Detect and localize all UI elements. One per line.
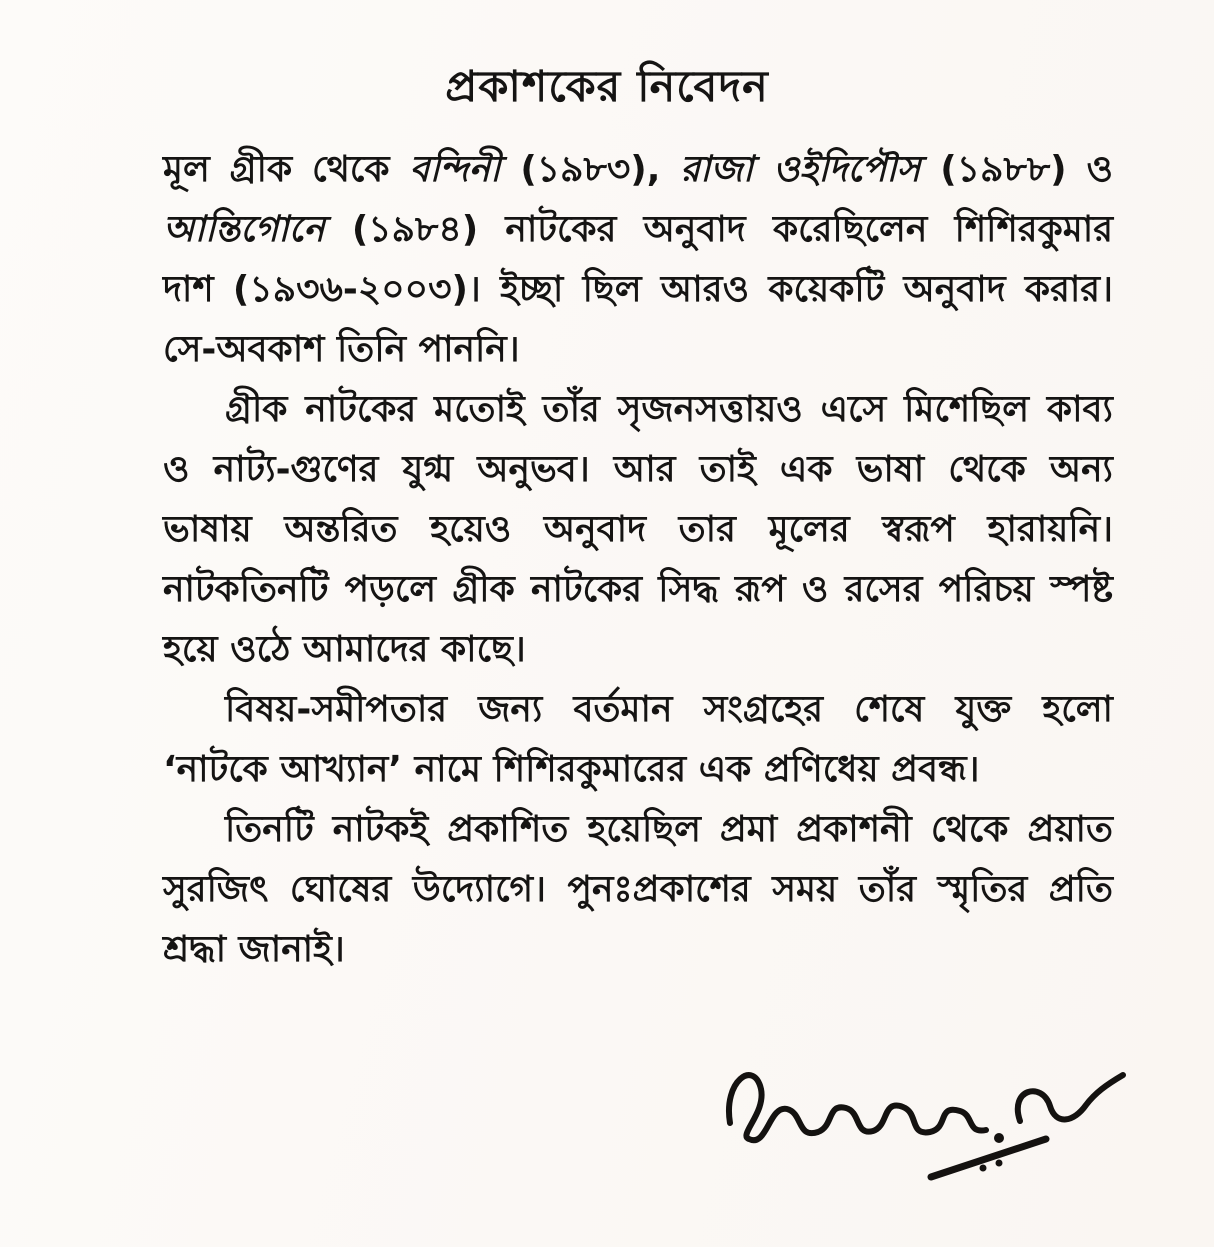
text-segment: নাটকতিনটি পড়লে গ্রীক নাটকের সিদ্ধ রূপ ও রসের পরিচয় স্পষ্ট xyxy=(163,569,1113,610)
paragraph xyxy=(163,800,1113,980)
text-segment: বিষয়-সমীপতার জন্য বর্তমান সংগ্রহের শেষে যুক্ত হলো xyxy=(225,689,1113,730)
text-line xyxy=(163,920,1113,980)
text-line xyxy=(163,380,1113,440)
page-title: প্রকাশকের নিবেদন xyxy=(445,61,769,112)
text-segment: মূল গ্রীক থেকে xyxy=(163,149,410,190)
paragraph xyxy=(163,380,1113,680)
text-line xyxy=(163,320,1113,380)
book-title-italic: আন্তিগোনে xyxy=(163,209,325,250)
text-line xyxy=(163,860,1113,920)
text-line xyxy=(163,440,1113,500)
book-title-italic: বন্দিনী xyxy=(409,149,501,190)
signature-handwriting-icon xyxy=(668,1035,1158,1235)
text-segment: ও নাট্য-গুণের যুগ্ম অনুভব। আর তাই এক ভাষা থেকে অন্য xyxy=(163,449,1113,490)
text-line xyxy=(163,200,1113,260)
text-segment: সুরজিৎ ঘোষের উদ্যোগে। পুনঃপ্রকাশের সময় তাঁর স্মৃতির প্রতি xyxy=(163,869,1113,910)
text-segment: ‘নাটকে আখ্যান’ নামে শিশিরকুমারের এক প্রণিধেয় প্রবন্ধ। xyxy=(163,749,980,790)
text-line xyxy=(163,680,1113,740)
text-segment: শ্রদ্ধা জানাই। xyxy=(163,929,345,970)
text-segment: তিনটি নাটকই প্রকাশিত হয়েছিল প্রমা প্রকাশনী থেকে প্রয়াত xyxy=(225,809,1113,850)
text-segment: দাশ (১৯৩৬-২০০৩)। ইচ্ছা ছিল আরও কয়েকটি অনুবাদ করার। xyxy=(163,269,1113,310)
signature xyxy=(668,1035,1158,1235)
text-line xyxy=(163,560,1113,620)
text-line xyxy=(163,800,1113,860)
text-segment: (১৯৮৪) নাটকের অনুবাদ করেছিলেন শিশিরকুমার xyxy=(324,209,1113,250)
note-body xyxy=(163,140,1113,980)
text-line xyxy=(163,260,1113,320)
text-segment: সে-অবকাশ তিনি পাননি। xyxy=(163,329,520,370)
paragraph xyxy=(163,140,1113,380)
text-line xyxy=(163,140,1113,200)
text-segment: (১৯৮৩), xyxy=(500,149,681,190)
text-segment: (১৯৮৮) ও xyxy=(920,149,1113,190)
text-line xyxy=(163,740,1113,800)
paragraph xyxy=(163,680,1113,800)
book-title-italic: রাজা ওইদিপৌস xyxy=(680,149,921,190)
text-line xyxy=(163,500,1113,560)
text-segment: গ্রীক নাটকের মতোই তাঁর সৃজনসত্তায়ও এসে মিশেছিল কাব্য xyxy=(225,389,1113,430)
text-segment: ভাষায় অন্তরিত হয়েও অনুবাদ তার মূলের স্বরূপ হারায়নি। xyxy=(163,509,1113,550)
text-line xyxy=(163,620,1113,680)
text-segment: হয়ে ওঠে আমাদের কাছে। xyxy=(163,629,526,670)
